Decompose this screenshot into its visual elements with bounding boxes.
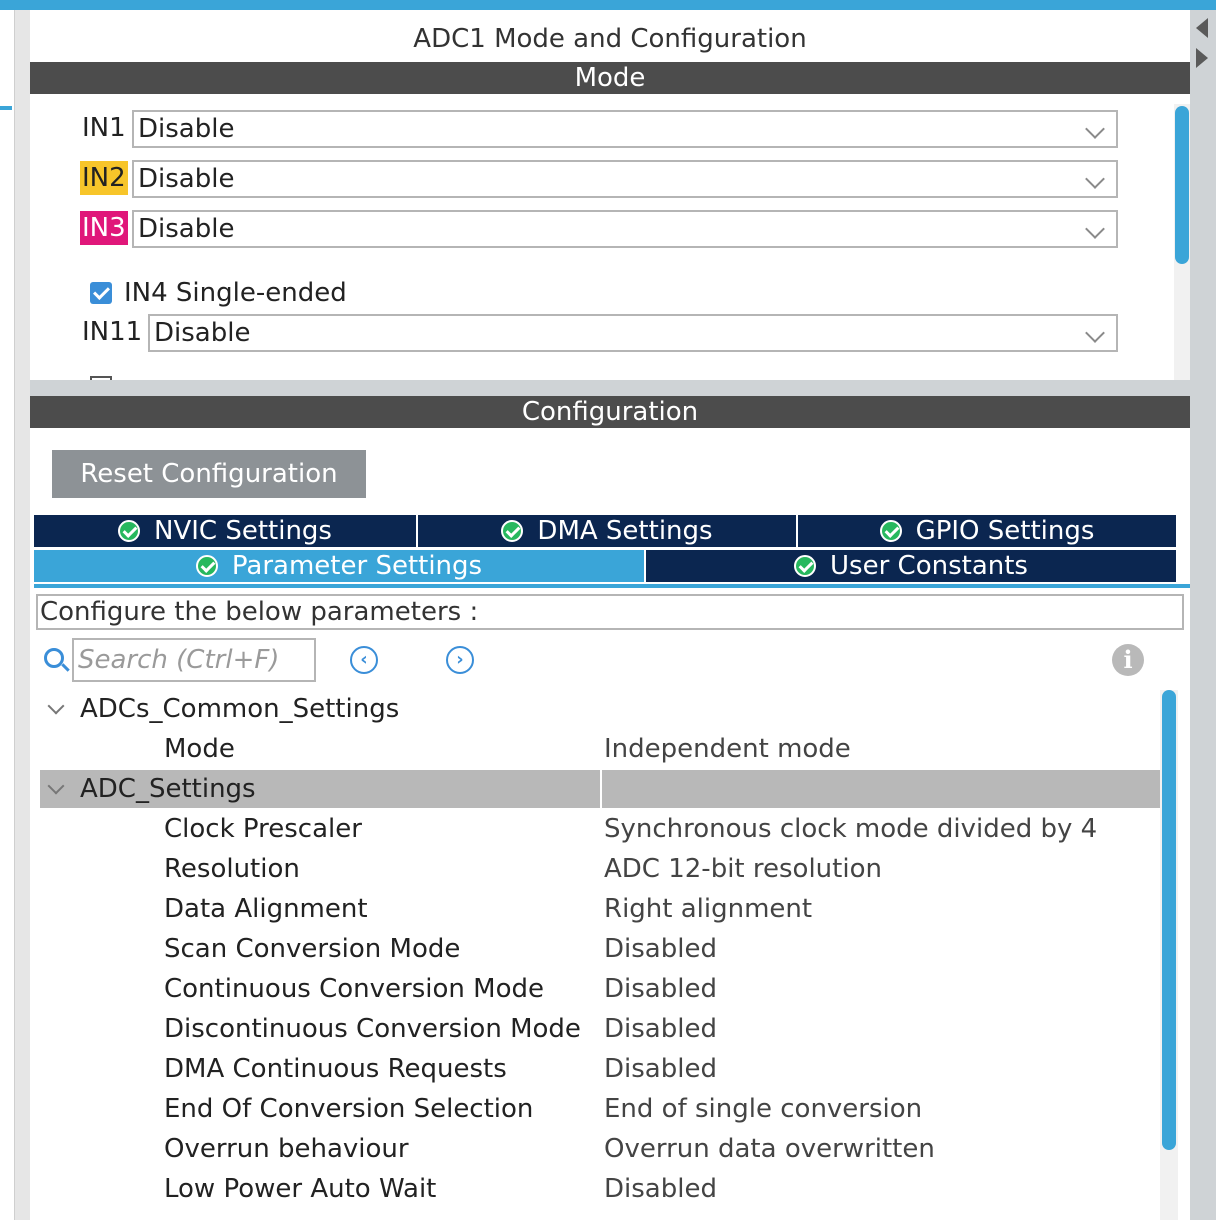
search-input[interactable]	[72, 638, 316, 682]
mode-row-in3	[80, 208, 128, 248]
param-value[interactable]: Disabled	[604, 1054, 717, 1084]
mode-row-in2	[80, 158, 128, 198]
tree-group-adcs-common-settings[interactable]	[40, 690, 1160, 728]
in11-select-value: Disable	[154, 318, 251, 348]
tab-label: User Constants	[830, 551, 1028, 581]
in4-checkbox[interactable]	[90, 282, 112, 304]
previous-match-icon[interactable]: ‹	[350, 646, 378, 674]
active-tab-underline	[34, 584, 1190, 588]
param-value[interactable]: Right alignment	[604, 894, 813, 924]
param-value[interactable]: Overrun data overwritten	[604, 1134, 935, 1164]
param-name: End Of Conversion Selection	[164, 1094, 534, 1124]
in1-select[interactable]	[132, 110, 1118, 148]
check-circle-icon	[118, 520, 140, 542]
mode-section-header: Mode	[30, 62, 1190, 94]
in2-select[interactable]	[132, 160, 1118, 198]
check-circle-icon	[196, 555, 218, 577]
mode-row-in11	[80, 312, 144, 352]
section-divider	[30, 380, 1190, 396]
param-name: Mode	[164, 734, 235, 764]
chevron-down-icon[interactable]	[48, 778, 65, 795]
reset-configuration-button[interactable]: Reset Configuration	[52, 450, 366, 498]
instructions-text: Configure the below parameters :	[36, 594, 1184, 630]
mode-row-in1	[80, 108, 128, 148]
parameter-scrollbar-thumb[interactable]	[1162, 690, 1176, 1150]
left-panel-border	[14, 10, 30, 1220]
check-circle-icon	[501, 520, 523, 542]
param-name: Overrun behaviour	[164, 1134, 409, 1164]
in11-label: IN11	[82, 317, 143, 347]
table-row[interactable]	[40, 1130, 1160, 1168]
group-name: ADCs_Common_Settings	[80, 694, 400, 724]
param-value[interactable]: ADC 12-bit resolution	[604, 854, 882, 884]
parameter-tree	[30, 690, 1160, 1220]
table-row[interactable]	[40, 890, 1160, 928]
chevron-down-icon[interactable]	[48, 698, 65, 715]
in11-select[interactable]	[148, 314, 1118, 352]
mode-scrollbar[interactable]	[1174, 104, 1190, 380]
tab-user-constants[interactable]	[646, 550, 1178, 582]
in4-checkbox-row[interactable]	[90, 278, 347, 308]
in2-select-value: Disable	[138, 164, 235, 194]
expand-right-icon[interactable]	[1196, 48, 1208, 68]
tab-label: GPIO Settings	[915, 516, 1095, 546]
param-name: Scan Conversion Mode	[164, 934, 461, 964]
panel-title: ADC1 Mode and Configuration	[413, 24, 807, 54]
top-accent-stripe	[0, 0, 1216, 10]
table-row[interactable]	[40, 1050, 1160, 1088]
search-icon	[44, 648, 64, 668]
next-match-icon[interactable]: ›	[446, 646, 474, 674]
table-row[interactable]	[40, 1010, 1160, 1048]
column-separator	[600, 770, 602, 808]
in1-select-value: Disable	[138, 114, 235, 144]
mode-area	[30, 104, 1190, 380]
in4-checkbox-label: IN4 Single-ended	[124, 278, 347, 308]
collapse-left-icon[interactable]	[1196, 18, 1208, 38]
tree-group-adc-settings[interactable]	[40, 770, 1160, 808]
parameter-scrollbar[interactable]	[1160, 690, 1178, 1220]
in2-label: IN2	[82, 163, 126, 193]
info-icon[interactable]: i	[1112, 644, 1144, 676]
param-value[interactable]: Independent mode	[604, 734, 851, 764]
param-name: Resolution	[164, 854, 300, 884]
param-name: Data Alignment	[164, 894, 368, 924]
param-value[interactable]: Disabled	[604, 1174, 717, 1204]
in3-select[interactable]	[132, 210, 1118, 248]
mode-scrollbar-thumb[interactable]	[1175, 106, 1189, 264]
table-row[interactable]	[40, 850, 1160, 888]
table-row[interactable]	[40, 970, 1160, 1008]
param-name: DMA Continuous Requests	[164, 1054, 507, 1084]
param-name: Continuous Conversion Mode	[164, 974, 544, 1004]
tab-label: DMA Settings	[537, 516, 713, 546]
tab-nvic-settings[interactable]	[34, 515, 418, 547]
configuration-section-header: Configuration	[30, 396, 1190, 428]
in3-select-value: Disable	[138, 214, 235, 244]
adc-config-panel	[30, 10, 1190, 1220]
param-value[interactable]: End of single conversion	[604, 1094, 923, 1124]
param-value[interactable]: Disabled	[604, 974, 717, 1004]
chevron-down-icon	[1085, 323, 1105, 343]
table-row[interactable]	[40, 1090, 1160, 1128]
table-row[interactable]	[40, 730, 1160, 768]
left-panel-edge	[0, 10, 30, 1220]
param-name: Clock Prescaler	[164, 814, 362, 844]
table-row[interactable]	[40, 1170, 1160, 1208]
param-value[interactable]: Synchronous clock mode divided by 4	[604, 814, 1098, 844]
table-row[interactable]	[40, 930, 1160, 968]
table-row[interactable]	[40, 810, 1160, 848]
group-name: ADC_Settings	[80, 774, 256, 804]
check-circle-icon	[794, 555, 816, 577]
tab-parameter-settings[interactable]	[34, 550, 646, 582]
chevron-down-icon	[1085, 219, 1105, 239]
tab-label: NVIC Settings	[154, 516, 332, 546]
param-name: Low Power Auto Wait	[164, 1174, 437, 1204]
tab-dma-settings[interactable]	[418, 515, 798, 547]
param-name: Discontinuous Conversion Mode	[164, 1014, 581, 1044]
in3-label: IN3	[82, 213, 126, 243]
param-value[interactable]: Disabled	[604, 934, 717, 964]
param-value[interactable]: Disabled	[604, 1014, 717, 1044]
tab-label: Parameter Settings	[231, 551, 483, 581]
tab-gpio-settings[interactable]	[798, 515, 1178, 547]
chevron-down-icon	[1085, 169, 1105, 189]
chevron-down-icon	[1085, 119, 1105, 139]
in1-label: IN1	[82, 113, 126, 143]
right-collapse-strip	[1190, 10, 1216, 1220]
left-panel-marker	[0, 106, 12, 110]
check-circle-icon	[880, 520, 902, 542]
